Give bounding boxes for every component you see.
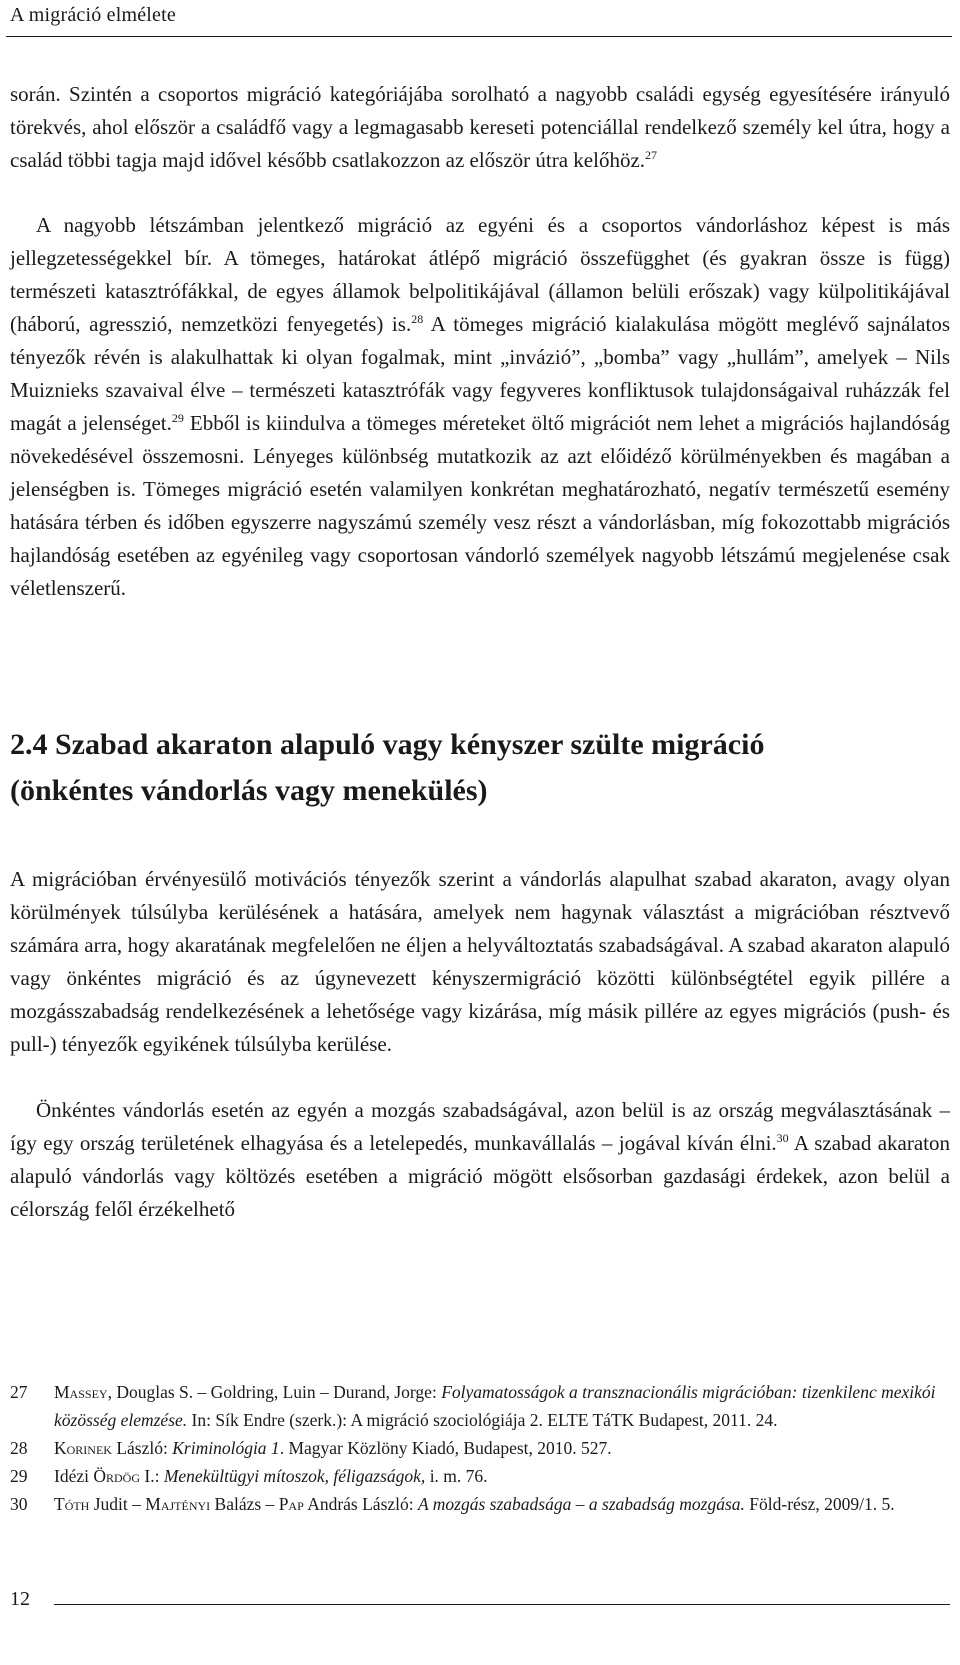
page-number: 12 <box>10 1588 30 1610</box>
footnote-number: 27 <box>10 1382 28 1402</box>
paragraph-4 <box>10 1094 950 1226</box>
footnote-author: Tóth <box>54 1494 90 1514</box>
footnote-author: Pap <box>278 1494 304 1514</box>
paragraph-2-text-b: A tömeges migráció kialakulása mögött meglévő sajnálatos tényezők révén is alakulhattak ki olyan fogalmak, mint „invázió”, „bomba” vagy „hullám”, amelyek – Nils Muiznieks szavaival élve – természeti katasztrófák vagy fegyveres konfliktusok tulajdonságaival ruházzák fel magát a jelenséget. <box>10 312 951 435</box>
running-head: A migráció elmélete <box>10 4 176 26</box>
footnote-text: Judit – <box>89 1494 146 1514</box>
footnote-28 <box>10 1434 950 1462</box>
paragraph-1 <box>10 78 950 177</box>
footnote-title: Folyamatosságok a transznacionális migrációban: tizenkilenc mexikói közösség elemzése. <box>54 1382 936 1430</box>
footnote-author: Massey <box>54 1382 108 1402</box>
footnote-ref-28[interactable]: 28 <box>411 312 424 326</box>
footnote-29 <box>10 1462 950 1490</box>
footnote-ref-29[interactable]: 29 <box>171 411 184 425</box>
footnote-27 <box>10 1378 950 1434</box>
footnote-text: András László: <box>303 1494 418 1514</box>
footnote-author: Majtényi <box>145 1494 211 1514</box>
footnote-ref-30[interactable]: 30 <box>776 1131 789 1145</box>
section-heading <box>10 722 950 814</box>
footnote-text: i. m. 76. <box>425 1466 488 1486</box>
footnote-ref-27[interactable]: 27 <box>645 148 658 162</box>
footnote-number: 29 <box>10 1466 28 1486</box>
footnote-text: Idézi <box>54 1466 94 1486</box>
footnote-number: 28 <box>10 1438 28 1458</box>
footnote-30 <box>10 1490 950 1518</box>
footnote-text: Balázs – <box>210 1494 279 1514</box>
footer-rule <box>54 1604 950 1605</box>
paragraph-4-text-a: Önkéntes vándorlás esetén az egyén a mozgás szabadságával, azon belül is az ország megválasztásának – így egy ország területének elhagyása és a letelepedés, munkavállalás – jogával kíván élni. <box>10 1098 950 1155</box>
footnote-title: Kriminológia 1 <box>172 1438 280 1458</box>
footnote-number: 30 <box>10 1494 28 1514</box>
paragraph-4-text-b: A szabad akaraton alapuló vándorlás vagy költözés esetében a migráció mögött elsősorban gazdasági érdekek, azon belül a célország felől érzékelhető <box>10 1131 950 1221</box>
footnote-title: A mozgás szabadsága – a szabadság mozgása. <box>418 1494 745 1514</box>
footnote-text: In: Sík Endre (szerk.): A migráció szociológiája 2. ELTE TáTK Budapest, 2011. 24. <box>187 1410 778 1430</box>
footnote-text: Föld-rész, 2009/1. 5. <box>744 1494 895 1514</box>
paragraph-2-text-c: Ebből is kiindulva a tömeges méreteket öltő migrációt nem lehet a migrációs hajlandóság növekedésével összemosni. Lényeges különbség mutatkozik az azt előidéző körülményekben és magában a jelenségben is. Tömeges migráció esetén valamilyen konkrétan meghatározható, negatív természetű esemény hatására térben és időben egyszerre nagyszámú személy vesz részt a vándorlásban, míg fokozottabb migrációs hajlandóság esetében az egyénileg vagy csoportosan vándorló személyek nagyobb létszámú megjelenése csak véletlenszerű. <box>10 411 951 600</box>
footnotes <box>10 1378 950 1518</box>
footnote-text: , Douglas S. – Goldring, Luin – Durand, Jorge: <box>107 1382 442 1402</box>
footnote-text: László: <box>111 1438 173 1458</box>
header-rule <box>6 36 952 37</box>
paragraph-2 <box>10 209 950 605</box>
footnote-author: Korinek <box>54 1438 112 1458</box>
paragraph-3: A migrációban érvényesülő motivációs tényezők szerint a vándorlás alapulhat szabad akaraton, avagy olyan körülmények túlsúlyba kerülésének a hatására, amelyek nem hagynak választást a migrációban résztvevő számára arra, hogy akaratának megfelelően ne éljen a helyváltoztatás szabadságával. A szabad akaraton alapuló vagy önkéntes migráció és az úgynevezett kényszermigráció közötti különbségtétel egyik pillére a mozgásszabadság rendelkezésének a lehetősége vagy kizárása, míg másik pillére az egyes migrációs (push- és pull-) tényezők egyikének túlsúlyba kerülése. <box>10 867 950 1056</box>
footnote-text: I.: <box>140 1466 164 1486</box>
paragraph-2-text-a: A nagyobb létszámban jelentkező migráció az egyéni és a csoportos vándorláshoz képest is más jellegzetességekkel bír. A tömeges, határokat átlépő migráció összefügghet (és gyakran össze is függ) természeti katasztrófákkal, de egyes államok belpolitikájával (államon belüli erőszak) vagy külpolitikájával (háború, agresszió, nemzetközi fenyegetés) is. <box>10 213 950 336</box>
footnote-title: Menekültügyi mítoszok, féligazságok, <box>163 1466 426 1486</box>
footnote-author: Ördög <box>93 1466 140 1486</box>
footnote-text: . Magyar Közlöny Kiadó, Budapest, 2010. 527. <box>279 1438 612 1458</box>
section-heading-line-1: 2.4 Szabad akaraton alapuló vagy kényszer szülte migráció <box>10 728 765 761</box>
paragraph-1-text: során. Szintén a csoportos migráció kategóriájába sorolható a nagyobb családi egység egyesítésére irányuló törekvés, ahol először a családfő vagy a legmagasabb kereseti potenciállal rendelkező személy kel útra, hogy a család többi tagja majd idővel később csatlakozzon az először útra kelőhöz. <box>10 82 950 172</box>
section-heading-line-2: (önkéntes vándorlás vagy menekülés) <box>10 774 488 807</box>
